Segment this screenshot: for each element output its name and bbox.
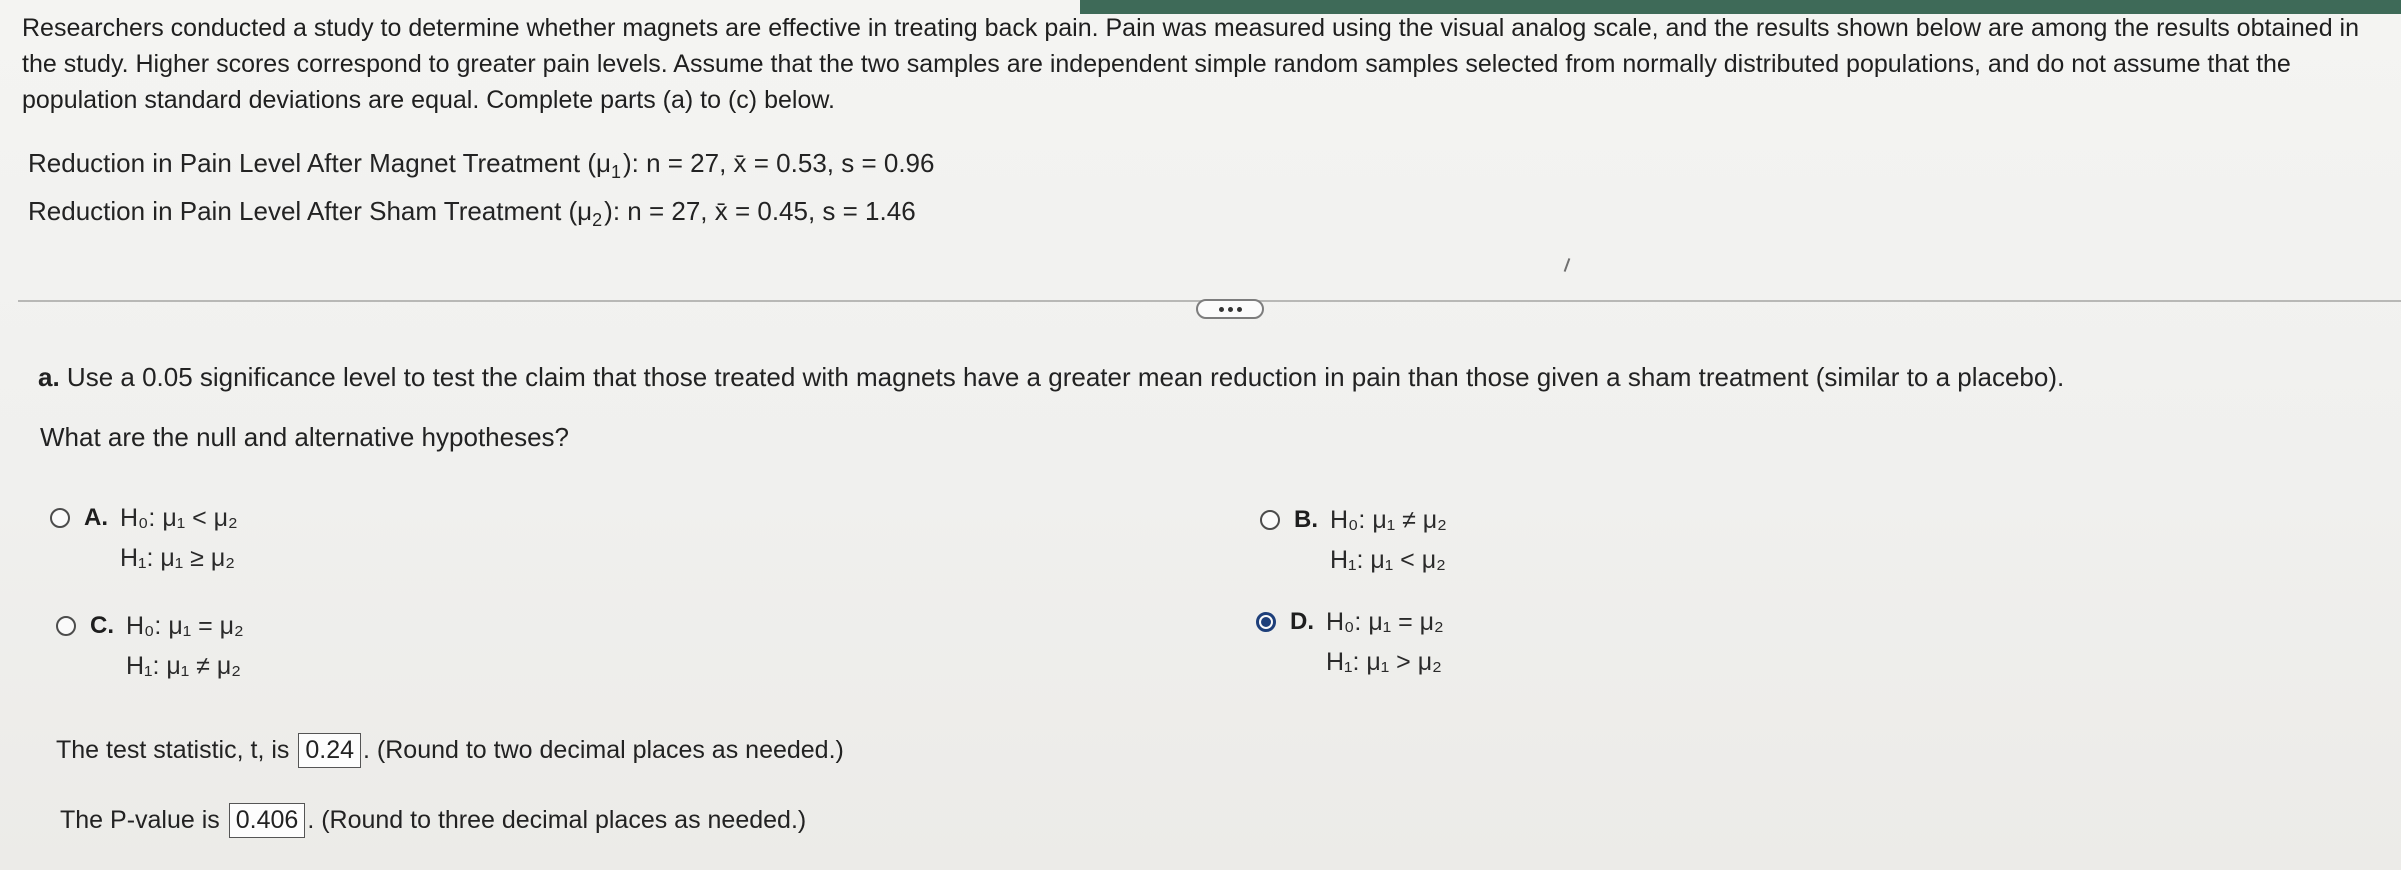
- test-statistic-line: [56, 733, 844, 768]
- sham-data-line: [28, 196, 916, 231]
- part-a-text: Use a 0.05 significance level to test the claim that those treated with magnets have a greater mean reduction in pain than those given a sham treatment (similar to a placebo).: [66, 362, 2065, 392]
- option-d-letter: D.: [1290, 608, 1314, 635]
- radio-option-c[interactable]: [56, 616, 76, 636]
- option-d-h0: H₀: μ₁ = μ₂: [1326, 608, 1444, 636]
- p-value-line: [60, 803, 806, 838]
- part-a-question: [38, 362, 2064, 393]
- hypotheses-prompt: What are the null and alternative hypotheses?: [40, 422, 570, 452]
- option-a[interactable]: [50, 504, 238, 578]
- option-b-hypotheses: [1330, 500, 1447, 580]
- option-c-h0: H₀: μ₁ = μ₂: [126, 612, 244, 640]
- dot-icon: [1228, 307, 1233, 312]
- p-value-answer[interactable]: 0.406: [229, 803, 306, 838]
- test-statistic-suffix: . (Round to two decimal places as needed.): [363, 736, 844, 764]
- option-b-h0: H₀: μ₁ ≠ μ₂: [1330, 506, 1447, 534]
- magnet-data-line: [28, 148, 934, 183]
- part-a-letter: a.: [38, 362, 60, 392]
- problem-intro: Researchers conducted a study to determine whether magnets are effective in treating back pain. Pain was measured using the visual analog scale, and the results shown below are among the results obtained in the study. Higher scores correspond to greater pain levels. Assume that the two samples are independent simple random samples selected from normally distributed populations, and do not assume that the population standard deviations are equal. Complete parts (a) to (c) below.: [22, 14, 2360, 114]
- p-value-prefix: The P-value is: [60, 806, 220, 834]
- option-d-h1: H₁: μ₁ > μ₂: [1326, 648, 1442, 676]
- option-a-h1: H₁: μ₁ ≥ μ₂: [120, 544, 235, 572]
- radio-option-a[interactable]: [50, 508, 70, 528]
- option-c-hypotheses: [126, 606, 244, 686]
- dot-icon: [1237, 307, 1242, 312]
- option-d[interactable]: [1256, 608, 1444, 682]
- option-c-h1: H₁: μ₁ ≠ μ₂: [126, 652, 241, 680]
- option-b-h1: H₁: μ₁ < μ₂: [1330, 546, 1446, 574]
- option-b-letter: B.: [1294, 506, 1318, 533]
- magnet-label: Reduction in Pain Level After Magnet Treatment (μ: [28, 148, 611, 178]
- sham-label: Reduction in Pain Level After Sham Treatment (μ: [28, 196, 593, 226]
- option-b[interactable]: [1260, 506, 1447, 580]
- sham-subscript: 2: [592, 210, 603, 230]
- dot-icon: [1219, 307, 1224, 312]
- option-c-letter: C.: [90, 612, 114, 639]
- p-value-suffix: . (Round to three decimal places as needed.): [307, 806, 807, 834]
- radio-option-b[interactable]: [1260, 510, 1280, 530]
- option-a-letter: A.: [84, 504, 108, 531]
- stray-mark: [1564, 258, 1571, 272]
- magnet-stats: ): n = 27, x̄ = 0.53, s = 0.96: [622, 148, 935, 178]
- option-c[interactable]: [56, 612, 244, 686]
- test-statistic-answer[interactable]: 0.24: [298, 733, 361, 768]
- option-a-hypotheses: [120, 498, 238, 578]
- option-d-hypotheses: [1326, 602, 1444, 682]
- radio-option-d[interactable]: [1256, 612, 1276, 632]
- expand-more-button[interactable]: [1196, 299, 1264, 319]
- option-a-h0: H₀: μ₁ < μ₂: [120, 504, 238, 532]
- magnet-subscript: 1: [610, 162, 621, 182]
- test-statistic-prefix: The test statistic, t, is: [56, 736, 290, 764]
- sham-stats: ): n = 27, x̄ = 0.45, s = 1.46: [604, 196, 916, 226]
